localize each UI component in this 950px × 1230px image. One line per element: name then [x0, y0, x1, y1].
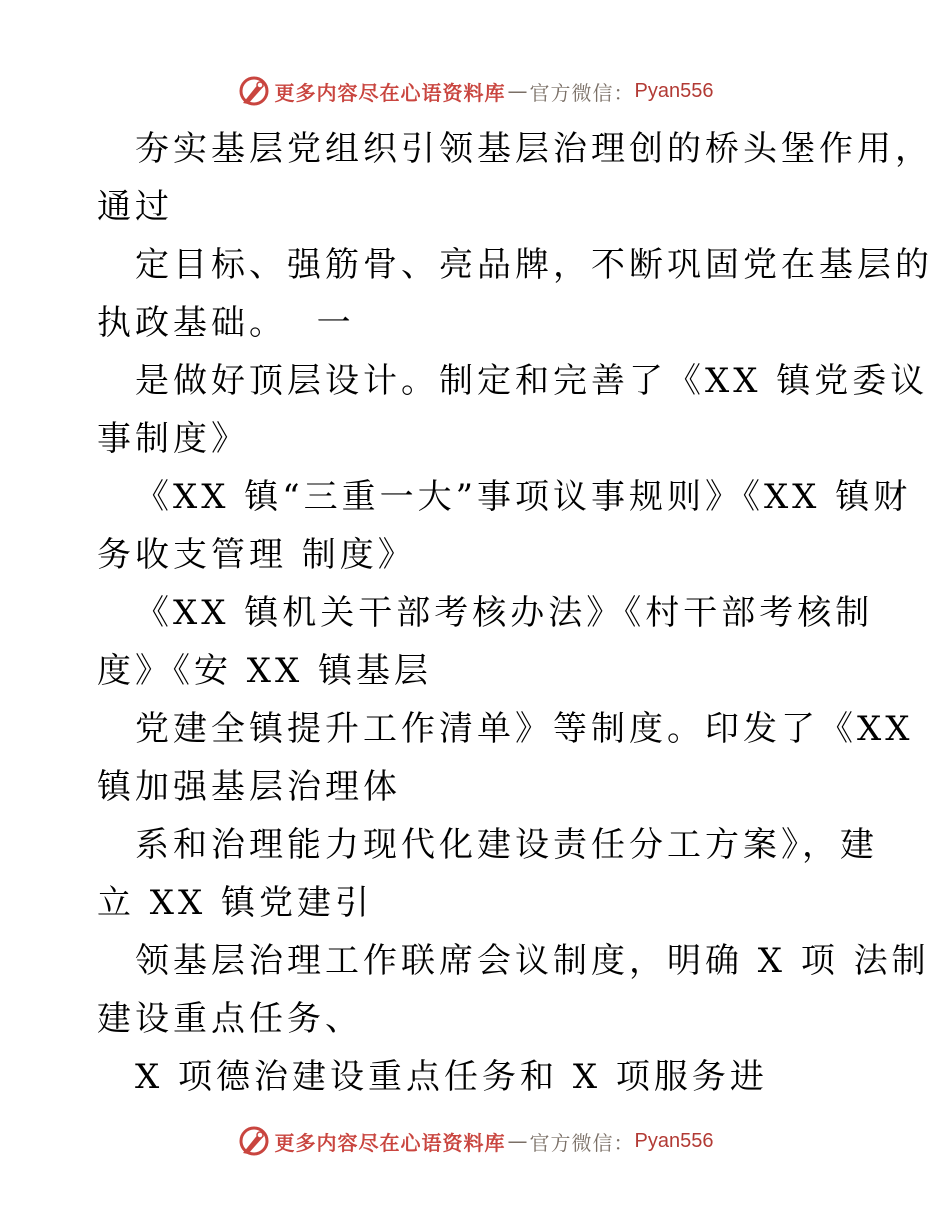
text-line: 通过	[97, 187, 173, 227]
text-line: 执政基础。 一	[97, 303, 355, 343]
text-line: 建设重点任务、	[97, 999, 363, 1039]
banner-separator: —	[507, 1129, 528, 1153]
text-line: 系和治理能力现代化建设责任分工方案》，建	[135, 825, 878, 865]
quill-pen-icon	[237, 1124, 271, 1158]
text-line: 事制度》	[97, 419, 249, 459]
text-line: 度》《安 XX 镇基层	[97, 651, 433, 691]
header-watermark-banner	[0, 71, 950, 111]
text-line: 党建全镇提升工作清单》等制度。印发了《XX	[135, 709, 914, 749]
text-line: 务收支管理 制度》	[97, 535, 416, 575]
text-line: 定目标、强筋骨、亮品牌，不断巩固党在基层的	[135, 245, 933, 285]
text-line: 《XX 镇“三重一大”事项议事规则》《XX 镇财	[135, 477, 912, 517]
text-line: 立 XX 镇党建引	[97, 883, 374, 923]
document-body	[97, 120, 933, 1106]
footer-watermark-banner	[0, 1121, 950, 1161]
banner-main-text: 更多内容尽在心语资料库	[274, 80, 506, 105]
text-line: 夯实基层党组织引领基层治理创的桥头堡作用，	[135, 129, 933, 169]
text-line: 镇加强基层治理体	[97, 767, 401, 807]
banner-wechat-label: 官方微信：	[529, 80, 635, 105]
text-line: 《XX 镇机关干部考核办法》《村干部考核制	[135, 593, 874, 633]
text-line: 是做好顶层设计。制定和完善了《XX 镇党委议	[135, 361, 929, 401]
banner-wechat-label: 官方微信：	[529, 1130, 635, 1155]
quill-pen-icon	[237, 74, 271, 108]
banner-separator: —	[507, 79, 528, 103]
text-line: X 项德治建设重点任务和 X 项服务进	[135, 1057, 768, 1097]
banner-wechat-id: Pyan556	[634, 1129, 714, 1152]
banner-main-text: 更多内容尽在心语资料库	[274, 1130, 506, 1155]
text-line: 领基层治理工作联席会议制度，明确 X 项 法制	[135, 941, 930, 981]
banner-wechat-id: Pyan556	[634, 79, 714, 102]
